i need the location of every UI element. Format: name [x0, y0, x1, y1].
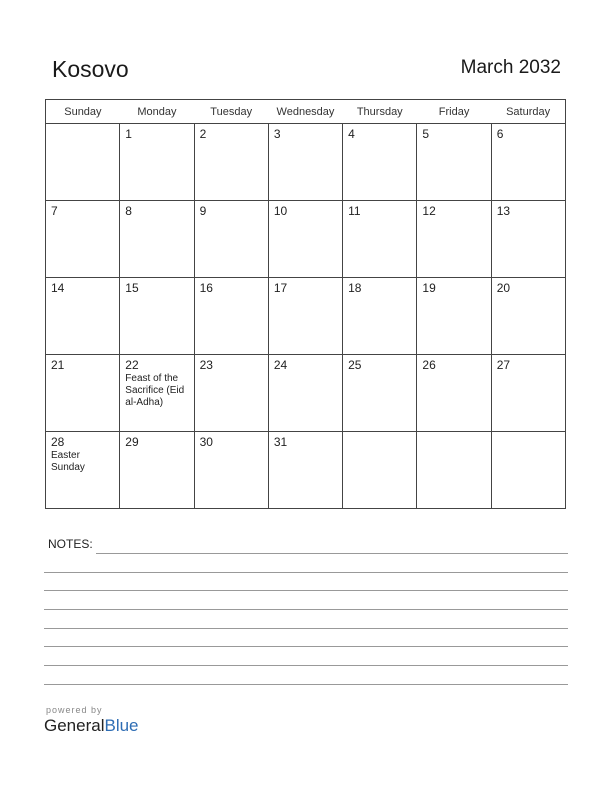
notes-line — [44, 628, 568, 629]
weekday-monday: Monday — [120, 100, 194, 124]
week-row — [46, 355, 566, 432]
day-cell — [491, 201, 565, 278]
day-cell — [491, 278, 565, 355]
day-cell — [120, 278, 194, 355]
notes-label: NOTES: — [48, 537, 93, 551]
notes-line — [44, 609, 568, 610]
day-number: 18 — [348, 281, 362, 295]
day-number: 17 — [273, 281, 288, 295]
day-number: 31 — [273, 435, 288, 449]
day-cell — [46, 278, 120, 355]
day-number: 12 — [422, 204, 436, 218]
weekday-friday: Friday — [417, 100, 491, 124]
day-number: 26 — [422, 358, 436, 372]
day-number: 25 — [348, 358, 362, 372]
day-cell — [343, 432, 417, 509]
day-cell — [417, 432, 491, 509]
day-number: 8 — [125, 204, 132, 218]
day-number: 3 — [273, 127, 281, 141]
day-cell — [194, 124, 268, 201]
day-number: 14 — [51, 281, 65, 295]
brand-general: General — [44, 716, 105, 735]
day-cell — [194, 432, 268, 509]
day-cell — [268, 432, 342, 509]
week-row — [46, 278, 566, 355]
weekday-saturday: Saturday — [491, 100, 565, 124]
day-cell — [268, 124, 342, 201]
month-title: March 2032 — [460, 57, 561, 78]
day-cell — [417, 201, 491, 278]
day-cell — [491, 355, 565, 432]
notes-line — [44, 684, 568, 685]
day-cell — [417, 278, 491, 355]
week-row — [46, 432, 566, 509]
day-number: 13 — [496, 204, 511, 218]
week-row — [46, 124, 566, 201]
day-number: 2 — [199, 127, 207, 141]
day-number: 28 — [51, 435, 65, 449]
day-number: 30 — [199, 435, 213, 449]
weekday-tuesday: Tuesday — [194, 100, 268, 124]
day-cell — [120, 355, 194, 432]
day-cell — [120, 201, 194, 278]
day-number: 19 — [422, 281, 436, 295]
weekday-header-row — [46, 100, 566, 124]
notes-line — [44, 572, 568, 573]
day-number: 16 — [199, 281, 213, 295]
day-cell — [120, 432, 194, 509]
day-cell — [417, 355, 491, 432]
day-number: 1 — [125, 127, 132, 141]
day-number: 21 — [51, 358, 65, 372]
day-number: 23 — [199, 358, 213, 372]
brand-blue: Blue — [104, 716, 139, 735]
day-cell — [268, 278, 342, 355]
day-number: 4 — [348, 127, 355, 141]
holiday-label: Easter Sunday — [51, 450, 85, 473]
day-cell — [194, 278, 268, 355]
day-number: 7 — [51, 204, 58, 218]
day-number: 11 — [348, 204, 361, 218]
calendar-grid — [45, 99, 566, 509]
generalblue-logo — [44, 716, 139, 736]
day-cell — [343, 124, 417, 201]
day-cell — [343, 355, 417, 432]
powered-by-text: powered by — [46, 705, 103, 715]
weekday-thursday: Thursday — [343, 100, 417, 124]
day-number: 27 — [496, 358, 511, 372]
week-row — [46, 201, 566, 278]
day-number: 9 — [199, 204, 207, 218]
notes-line — [44, 646, 568, 647]
day-cell — [194, 355, 268, 432]
day-cell — [491, 124, 565, 201]
day-number: 10 — [273, 204, 288, 218]
weekday-wednesday: Wednesday — [268, 100, 342, 124]
day-number: 15 — [125, 281, 139, 295]
notes-line — [96, 553, 568, 554]
notes-line — [44, 665, 568, 666]
day-number: 5 — [422, 127, 430, 141]
day-number: 20 — [496, 281, 511, 295]
day-cell — [120, 124, 194, 201]
day-number: 22 — [125, 358, 139, 372]
day-cell — [194, 201, 268, 278]
day-cell — [268, 201, 342, 278]
day-cell — [343, 201, 417, 278]
day-cell — [268, 355, 342, 432]
holiday-label: Feast of the Sacrifice (Eid al-Adha) — [125, 373, 185, 408]
day-number: 6 — [496, 127, 504, 141]
day-cell — [343, 278, 417, 355]
day-cell — [46, 201, 120, 278]
day-cell — [46, 355, 120, 432]
day-number: 24 — [273, 358, 288, 372]
country-title: Kosovo — [52, 56, 129, 82]
day-cell — [491, 432, 565, 509]
day-cell — [46, 124, 120, 201]
day-number: 29 — [125, 435, 139, 449]
weekday-sunday: Sunday — [46, 100, 120, 124]
day-cell — [46, 432, 120, 509]
day-cell — [417, 124, 491, 201]
notes-line — [44, 590, 568, 591]
